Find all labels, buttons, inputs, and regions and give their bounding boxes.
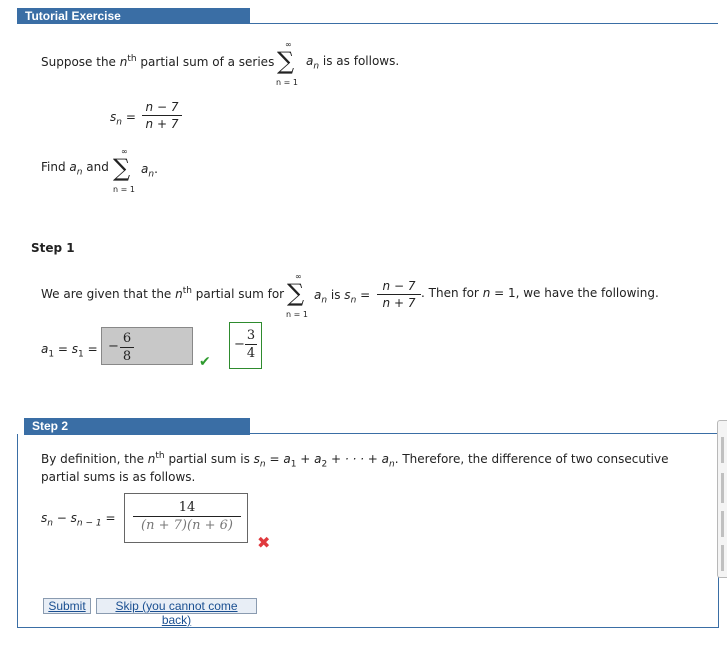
- sn-label: $s_n$ =: [110, 110, 136, 128]
- step1-then-text: . Then for n = 1, we have the following.: [421, 286, 659, 300]
- step1-title: Step 1: [31, 241, 75, 255]
- step2-answer-numerator: 14: [178, 500, 196, 515]
- scrollbar[interactable]: [717, 420, 727, 578]
- step2-title: Step 2: [32, 419, 69, 433]
- correct-answer-numerator: 3: [246, 328, 256, 343]
- sn-numerator: n − 7: [145, 100, 179, 114]
- step1-answer-denominator: 8: [122, 349, 132, 364]
- find-sum-lower: n = 1: [113, 185, 135, 194]
- step1-text: We are given that the $n^{th}$ partial sum for: [41, 286, 285, 301]
- problem-intro: Suppose the $n^{th}$ partial sum of a series: [41, 54, 275, 69]
- series-lower-limit: n = 1: [276, 78, 298, 87]
- correct-answer-fraction: [245, 328, 257, 361]
- step2-header: [24, 418, 250, 435]
- step1-fraction: n − 7 n + 7: [377, 279, 421, 310]
- sn-fraction: [142, 100, 182, 131]
- step2-answer-denominator: (n + 7)(n + 6): [141, 518, 233, 533]
- step2-lhs: $s_n - s_{n - 1}$ =: [41, 511, 116, 529]
- step1-correct-answer: [229, 322, 262, 369]
- step1-lhs: $a_1 = s_1$ =: [41, 342, 98, 360]
- skip-button[interactable]: Skip (you cannot come back): [96, 598, 257, 614]
- header-rule: [250, 23, 718, 24]
- step2-text-line2: partial sums is as follows.: [41, 470, 196, 484]
- step1-answer-fraction: [120, 331, 134, 364]
- exercise-title: Tutorial Exercise: [25, 9, 121, 23]
- find-sigma-symbol: ∑: [113, 154, 131, 182]
- step2-answer-field[interactable]: [124, 493, 248, 543]
- step2-definition-text: By definition, the $n^{th}$ partial sum is $s_n = a_1 + a_2$ + · · · + $a_n$. Therefore, the difference of two consecutive: [41, 451, 669, 470]
- find-text: Find $a_n$ and: [41, 160, 109, 178]
- step1-sum-upper: ∞: [295, 272, 302, 281]
- exercise-header: [17, 8, 250, 24]
- step1-sum-lower: n = 1: [286, 310, 308, 319]
- correct-answer-denominator: 4: [246, 346, 256, 361]
- sn-denominator: n + 7: [145, 117, 179, 131]
- sigma-symbol: ∑: [277, 47, 295, 75]
- step1-answer-numerator: 6: [122, 331, 132, 346]
- submit-button[interactable]: Submit: [43, 598, 91, 614]
- step1-sigma-symbol: ∑: [287, 279, 305, 307]
- series-upper-limit: ∞: [285, 40, 292, 49]
- step1-series-term: $a_n$ is $s_n$ =: [314, 288, 371, 306]
- step2-answer-fraction: [133, 500, 241, 533]
- find-sum-upper: ∞: [121, 147, 128, 156]
- step1-answer-field[interactable]: [101, 327, 193, 365]
- correct-check-icon: ✔: [199, 354, 211, 370]
- incorrect-x-icon: ✖: [257, 533, 271, 552]
- series-term: $a_n$ is as follows.: [306, 54, 400, 72]
- step1-answer-sign: −: [108, 339, 119, 354]
- correct-answer-sign: −: [234, 337, 245, 352]
- find-term: $a_n$.: [141, 162, 158, 180]
